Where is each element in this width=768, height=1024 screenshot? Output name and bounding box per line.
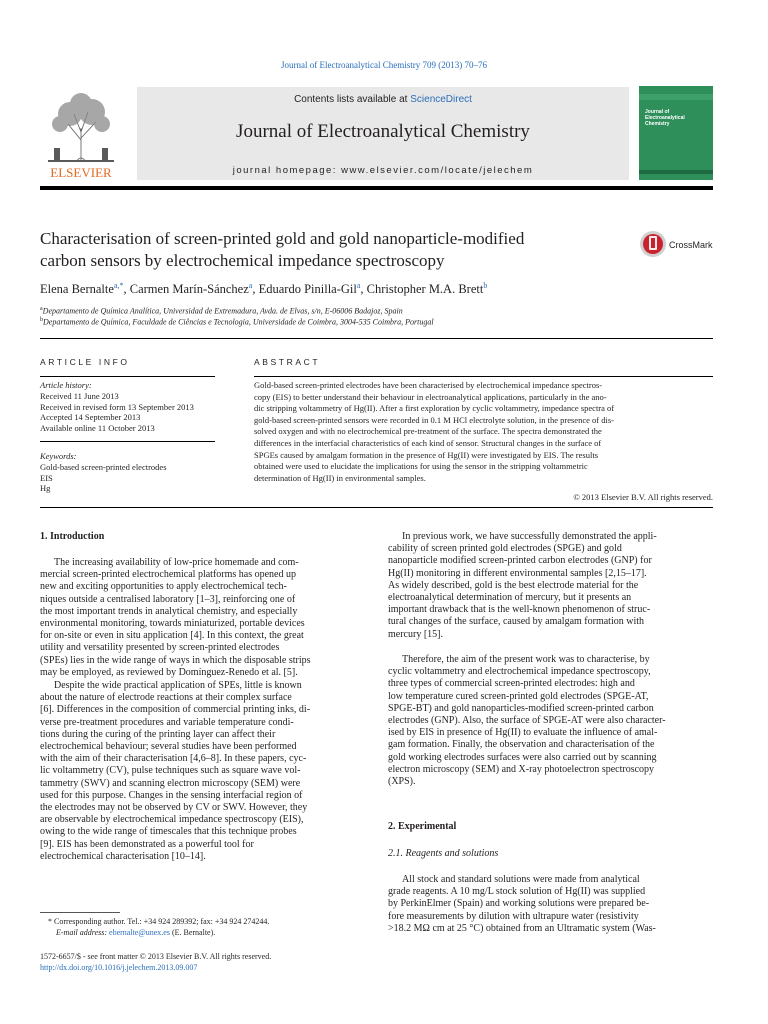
author-sup[interactable]: b [483, 281, 488, 290]
abstract-line: obtained were used to elucidate the implications for using the sensor in the stripping voltammetric [254, 461, 588, 472]
article-title-line-2: carbon sensors by electrochemical impedance spectroscopy [40, 251, 445, 270]
header-rule [40, 186, 713, 190]
text-line: are observable by electrochemical impedance spectroscopy (EIS), [40, 814, 304, 826]
abstract-line: solved oxygen and with no electrochemical pre-treatment of the surface. The spectra demonstrated the [254, 426, 602, 437]
email-line [48, 928, 388, 939]
text-line: >18.2 MΩ cm at 25 °C) obtained from an Ultramatic system (Was- [388, 922, 656, 934]
journal-homepage[interactable]: journal homepage: www.elsevier.com/locate/jelechem [232, 165, 534, 176]
keywords-label: Keywords: [40, 451, 77, 461]
intro-paragraph-2 [40, 680, 386, 863]
text-line: electron microscopy (SEM) and X-ray photoelectron spectroscopy [388, 763, 655, 775]
intro-paragraph-3 [388, 531, 714, 641]
text-line: grade reagents. A 10 mg/L stock solution of Hg(II) was supplied [388, 886, 646, 898]
abstract-text [254, 380, 713, 484]
text-line: electrochemical characterisation [10–14]. [40, 850, 206, 862]
text-line: verse pre-treatment procedures and variable temperature condi- [40, 716, 294, 728]
intro-paragraph-4 [388, 654, 714, 788]
text-line: cyclic voltammetry and electrochemical impedance spectroscopy, [388, 666, 651, 678]
footnote-rule [40, 912, 120, 913]
article-title-line-1: Characterisation of screen-printed gold and gold nanoparticle-modified [40, 229, 525, 248]
text-line: environmental monitoring, towards miniaturized, portable devices [40, 618, 305, 630]
sciencedirect-link[interactable]: ScienceDirect [410, 94, 472, 105]
history-item: Received 11 June 2013 [40, 390, 119, 401]
text-line: In previous work, we have successfully demonstrated the appli- [402, 531, 657, 542]
keyword: Hg [40, 483, 51, 494]
article-title [40, 228, 620, 272]
text-line: (XPS). [388, 776, 416, 788]
text-line: All stock and standard solutions were made from analytical [402, 874, 640, 885]
email-label: E-mail address: [56, 927, 110, 937]
text-line: tions during the curing of the printing layer can affect their [40, 728, 276, 740]
text-line: gold working electrodes surfaces were also carried out by scanning [388, 751, 657, 763]
abstract-copyright: © 2013 Elsevier B.V. All rights reserved. [573, 492, 713, 502]
abstract-line: copy (EIS) to better understand their behaviour in electroanalytical applications, particularly in the ano- [254, 391, 607, 402]
text-line: utility and versatility presented by screen-printed electrodes [40, 642, 280, 654]
text-line: by PerkinElmer (Spain) and working solutions were prepared be- [388, 898, 650, 910]
text-line: electrodes (GNP). Also, the surface of SPGE-AT were also character- [388, 715, 666, 727]
cover-footer [639, 170, 713, 174]
abstract-end-rule [40, 507, 713, 508]
crossmark-icon [639, 228, 719, 260]
author-name[interactable]: Carmen Marín-Sánchez [129, 282, 249, 297]
issn-line: 1572-6657/$ - see front matter © 2013 Elsevier B.V. All rights reserved. [40, 952, 272, 961]
text-line: tural changes of the surface, caused by amalgam formation with [388, 616, 645, 628]
corresponding-footnote [48, 917, 388, 938]
text-line: new and exciting opportunities to apply electrochemical tech- [40, 581, 287, 593]
text-line: about the nature of electrode reactions at their complex surface [40, 692, 292, 704]
author-sup[interactable]: a [248, 281, 253, 290]
crossmark-button[interactable] [639, 228, 719, 260]
text-line: cability of screen printed gold electrodes (SPGE) and gold [388, 543, 622, 555]
crossmark-label: CrossMark [669, 240, 713, 250]
elsevier-tree-icon [40, 88, 122, 180]
text-line: electrochemical behaviour; several studies have been performed [40, 741, 297, 753]
abstract-line: dic stripping voltammetry of Hg(II). After a first exploration by cyclic voltammetry, impedance spectra of [254, 403, 615, 414]
affiliation-text: Departamento de Química, Faculdade de Ciências e Tecnologia, Universidade de Coimbra, 3004-535 Coimbra, Portugal [43, 317, 434, 327]
history-label: Article history: [40, 380, 92, 390]
text-line: electroanalytical determination of mercury, but it presents an [388, 592, 632, 604]
text-line: mercial screen-printed electrochemical platforms has opened up [40, 569, 296, 581]
text-line: used for this purpose. Changes in the sensing interfacial region of [40, 789, 303, 801]
affiliation-text: Departamento de Química Analítica, Universidad de Extremadura, Avda. de Elvas, s/n, E-06006 Badajoz, Spain [42, 306, 403, 316]
cover-band [639, 94, 713, 100]
text-line: SPGE-BT) and gold nanoparticles-modified screen-printed carbon [388, 702, 654, 714]
intro-paragraph-1 [40, 557, 386, 679]
affiliation-sup: b [40, 317, 43, 323]
text-line: nanoparticle modified screen-printed carbon electrodes (GNP) for [388, 555, 652, 567]
text-line: niques outside a centralised laboratory [1–3], reinforcing one of [40, 593, 296, 605]
author-list: Elena Bernalte$^{a,*}$, Carmen Marín-Sánchez$^a$, Eduardo Pinilla-Gil$^a$, Christopher M.A. Brett$^b$ [40, 281, 488, 297]
affiliation-sup: a [40, 306, 43, 312]
keyword: Gold-based screen-printed electrodes [40, 461, 167, 472]
text-line: the most important trends in analytical chemistry, and especially [40, 605, 298, 617]
text-line: fore measurements by dilution with ultrapure water (resistivity [388, 910, 639, 922]
keywords-rule [40, 441, 215, 442]
affiliation-a [40, 306, 403, 316]
text-line: lic voltammetry (CV), pulse techniques such as square wave vol- [40, 765, 301, 777]
text-line: The increasing availability of low-price homemade and com- [54, 557, 299, 568]
doi-link[interactable]: http://dx.doi.org/10.1016/j.jelechem.2013.09.007 [40, 963, 198, 972]
text-line: tammetry (SWV) and scanning electron microscopy (SEM) were [40, 777, 301, 789]
author-sup[interactable]: a [356, 281, 361, 290]
contents-prefix: Contents lists available at [294, 94, 411, 105]
cover-title: Journal of Electroanalytical Chemistry [645, 109, 685, 127]
publisher-wordmark: ELSEVIER [50, 165, 112, 180]
reagents-paragraph [388, 874, 714, 935]
journal-cover-thumbnail[interactable] [639, 86, 713, 180]
history-item: Received in revised form 13 September 2013 [40, 401, 194, 412]
abstract-line: SPGEs caused by amalgam formation in the presence of Hg(II) were investigated by EIS. The results [254, 449, 598, 460]
email-suffix: (E. Bernalte). [169, 927, 216, 937]
text-line: three types of commercial screen-printed electrodes: high and [388, 678, 635, 690]
history-item: Accepted 14 September 2013 [40, 412, 141, 423]
author-name[interactable]: Elena Bernalte [40, 282, 114, 297]
author-sup[interactable]: a,* [113, 281, 124, 290]
text-line: for on-site or even in situ application [4]. In this context, the great [40, 630, 304, 642]
abstract-line: determination of Hg(II) in environmental samples. [254, 472, 426, 483]
section-heading-experimental: 2. Experimental [388, 821, 457, 832]
text-line: mercury [15]. [388, 628, 443, 640]
section-heading-introduction: 1. Introduction [40, 531, 105, 542]
subsection-heading-reagents: 2.1. Reagents and solutions [388, 848, 499, 859]
corresponding-author: * Corresponding author. Tel.: +34 924 289392; fax: +34 924 274244. [48, 917, 270, 926]
journal-title: Journal of Electroanalytical Chemistry [236, 121, 530, 142]
text-line: Hg(II) monitoring in different environmental samples [2,15–17]. [388, 567, 647, 579]
keywords-block [40, 451, 215, 494]
article-info-heading: ARTICLE INFO [40, 357, 130, 367]
text-line: [6]. Differences in the composition of commercial printing inks, di- [40, 704, 311, 716]
contents-line [137, 94, 629, 105]
article-info-rule [40, 376, 215, 377]
elsevier-logo [40, 88, 122, 180]
abstract-rule [254, 376, 713, 377]
abstract-heading: ABSTRACT [254, 357, 321, 367]
text-line: As widely described, gold is the best electrode material for the [388, 579, 639, 591]
citation-line[interactable]: Journal of Electroanalytical Chemistry 709 (2013) 70–76 [281, 60, 487, 70]
text-line: low temperature cured screen-printed gold electrodes (SPGE-AT, [388, 690, 649, 702]
keyword: EIS [40, 472, 53, 483]
text-line: Despite the wide practical application of SPEs, little is known [54, 680, 302, 691]
text-line: (SPEs) lies in the wide range of ways in which the disposable strips [40, 654, 311, 666]
author-name[interactable]: Christopher M.A. Brett [366, 282, 484, 297]
text-line: ised by EIS in presence of Hg(II) to evaluate the influence of amal- [388, 727, 658, 739]
text-line: [9]. EIS has been demonstrated as a powerful tool for [40, 838, 254, 850]
text-line: the electrodes may not be observed by CV or SWV. However, they [40, 802, 308, 814]
affiliation-b [40, 317, 434, 327]
abstract-line: Gold-based screen-printed electrodes have been characterised by electrochemical impedance spectros- [254, 380, 603, 390]
article-history [40, 380, 215, 434]
text-line: with the aim of their characterisation [4,6–8]. In these papers, cyc- [40, 753, 307, 765]
abstract-line: differences in the interfacial characteristics of each kind of sensor. Structural changes in the surface of [254, 437, 602, 448]
text-line: Therefore, the aim of the present work was to characterise, by [402, 654, 650, 665]
text-line: owing to the wide range of timescales that this technique probes [40, 826, 297, 838]
author-name[interactable]: Eduardo Pinilla-Gil [258, 282, 357, 297]
history-item: Available online 11 October 2013 [40, 423, 155, 434]
abstract-line: gold-based screen-printed sensors were recorded in 0.1 M HCl electrolyte solution, in the presence of dis- [254, 414, 614, 425]
title-rule [40, 338, 713, 339]
text-line: gam formation. Finally, the observation and characterisation of the [388, 739, 655, 751]
text-line: important drawback that is the well-known phenomenon of struc- [388, 604, 651, 616]
email-link[interactable]: ebernalte@unex.es [109, 927, 170, 937]
text-line: may be employed, as reviewed by Domínguez-Renedo et al. [5]. [40, 666, 298, 678]
